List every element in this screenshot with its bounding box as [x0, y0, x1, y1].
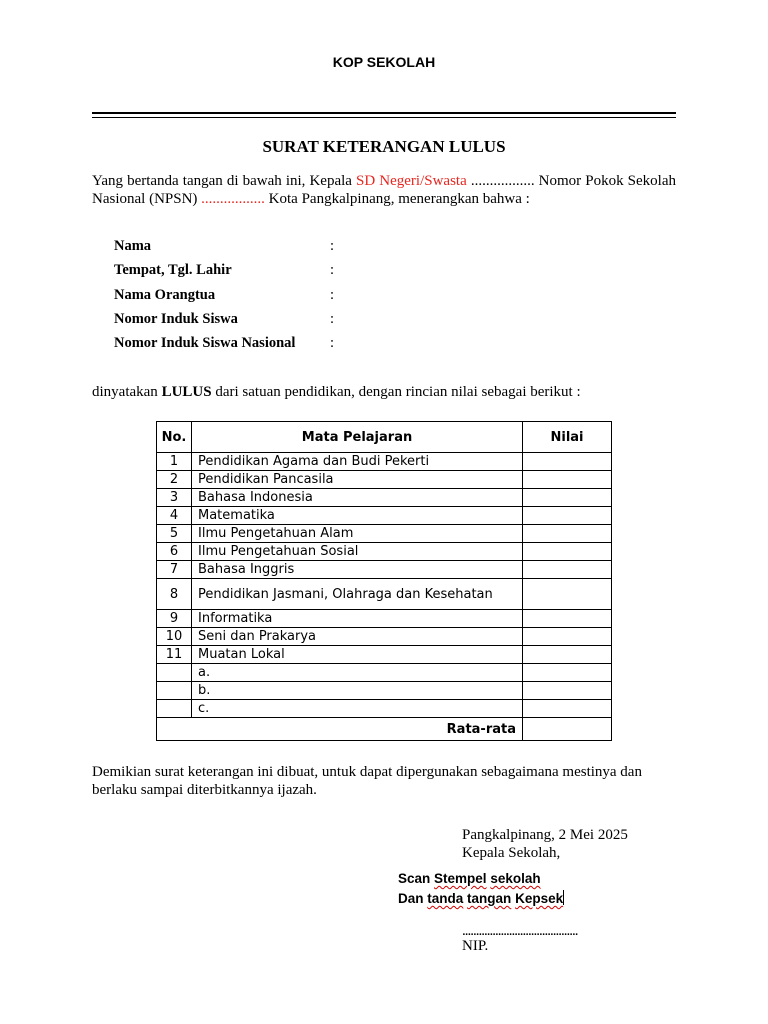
- row-no: [157, 664, 192, 682]
- row-no: [157, 682, 192, 700]
- row-no: 3: [157, 489, 192, 507]
- row-subject: Pendidikan Jasmani, Olahraga dan Kesehatan: [192, 579, 523, 610]
- statement-text-2: dari satuan pendidikan, dengan rincian nilai sebagai berikut :: [211, 384, 581, 400]
- row-subject: Ilmu Pengetahuan Alam: [192, 525, 523, 543]
- spellcheck-word: Stempel: [434, 871, 487, 886]
- row-score[interactable]: [523, 507, 612, 525]
- row-subject: Ilmu Pengetahuan Sosial: [192, 543, 523, 561]
- intro-paragraph: [92, 172, 676, 208]
- identity-colon: :: [330, 311, 335, 327]
- table-row: [157, 682, 612, 700]
- row-subject: Informatika: [192, 610, 523, 628]
- row-subject: Bahasa Inggris: [192, 561, 523, 579]
- row-score[interactable]: [523, 664, 612, 682]
- row-score[interactable]: [523, 646, 612, 664]
- table-row: [157, 561, 612, 579]
- closing-paragraph: Demikian surat keterangan ini dibuat, untuk dapat dipergunakan sebagaimana mestinya dan berlaku sampai diterbitkannya ijazah.: [92, 764, 642, 798]
- identity-label-name: Nama: [114, 238, 152, 254]
- grades-table: [156, 421, 612, 741]
- identity-label-nisn: Nomor Induk Siswa Nasional: [114, 335, 296, 351]
- row-no: 8: [157, 579, 192, 610]
- stamp-placeholder-line1: [398, 871, 541, 886]
- average-score[interactable]: [523, 718, 612, 741]
- row-no: [157, 700, 192, 718]
- signer-position: Kepala Sekolah,: [462, 845, 561, 861]
- row-score[interactable]: [523, 453, 612, 471]
- row-no: 9: [157, 610, 192, 628]
- header-subject: Mata Pelajaran: [192, 422, 523, 453]
- statement-paragraph: [92, 384, 581, 401]
- school-name-blank: .................: [466, 173, 535, 189]
- identity-label-nis: Nomor Induk Siswa: [114, 311, 238, 327]
- header-rule-thin: [92, 117, 676, 118]
- table-row: [157, 610, 612, 628]
- header-rule-thick: [92, 112, 676, 114]
- place-date: Pangkalpinang, 2 Mei 2025: [462, 827, 628, 843]
- signer-name-blank: ..........................................: [462, 923, 578, 939]
- scan-word: Scan: [398, 871, 435, 886]
- row-subject: c.: [192, 700, 523, 718]
- row-subject: a.: [192, 664, 523, 682]
- row-score[interactable]: [523, 610, 612, 628]
- table-row: [157, 489, 612, 507]
- row-subject: Bahasa Indonesia: [192, 489, 523, 507]
- table-row: [157, 471, 612, 489]
- table-row: [157, 646, 612, 664]
- row-subject: b.: [192, 682, 523, 700]
- average-row: [157, 718, 612, 741]
- dan-word: Dan: [398, 891, 428, 906]
- header-no: No.: [157, 422, 192, 453]
- document-title: SURAT KETERANGAN LULUS: [262, 137, 506, 156]
- statement-text-1: dinyatakan: [92, 384, 162, 400]
- stamp-placeholder-line2: [398, 890, 564, 906]
- table-row: [157, 507, 612, 525]
- row-no: 11: [157, 646, 192, 664]
- average-label: Rata-rata: [157, 718, 523, 741]
- row-score[interactable]: [523, 682, 612, 700]
- row-no: 7: [157, 561, 192, 579]
- row-score[interactable]: [523, 489, 612, 507]
- identity-colon: :: [330, 262, 335, 278]
- row-score[interactable]: [523, 561, 612, 579]
- row-no: 1: [157, 453, 192, 471]
- spellcheck-word: Kepsek: [515, 891, 564, 906]
- table-row: [157, 453, 612, 471]
- row-score[interactable]: [523, 543, 612, 561]
- spellcheck-word: sekolah: [490, 871, 541, 886]
- letterhead-placeholder: KOP SEKOLAH: [332, 54, 436, 70]
- statement-lulus: LULUS: [161, 384, 212, 400]
- header-score: Nilai: [523, 422, 612, 453]
- row-score[interactable]: [523, 628, 612, 646]
- row-subject: Muatan Lokal: [192, 646, 523, 664]
- row-subject: Pendidikan Pancasila: [192, 471, 523, 489]
- npsn-blank: .................: [201, 191, 265, 207]
- row-score[interactable]: [523, 579, 612, 610]
- identity-colon: :: [330, 335, 335, 351]
- row-subject: Pendidikan Agama dan Budi Pekerti: [192, 453, 523, 471]
- row-score[interactable]: [523, 471, 612, 489]
- identity-label-birth: Tempat, Tgl. Lahir: [114, 262, 232, 278]
- row-score[interactable]: [523, 700, 612, 718]
- table-row: [157, 579, 612, 610]
- row-subject: Matematika: [192, 507, 523, 525]
- intro-text-2: Nomor Pokok Sekolah Nasional (NPSN): [92, 173, 676, 207]
- row-no: 6: [157, 543, 192, 561]
- table-row: [157, 525, 612, 543]
- spellcheck-word: tanda: [427, 891, 464, 906]
- table-row: [157, 700, 612, 718]
- row-no: 4: [157, 507, 192, 525]
- identity-colon: :: [330, 287, 335, 303]
- intro-text-1: Yang bertanda tangan di bawah ini, Kepala: [92, 173, 357, 189]
- text-cursor: [563, 890, 564, 905]
- row-subject: Seni dan Prakarya: [192, 628, 523, 646]
- row-score[interactable]: [523, 525, 612, 543]
- row-no: 10: [157, 628, 192, 646]
- table-row: [157, 664, 612, 682]
- table-row: [157, 628, 612, 646]
- spellcheck-word: tangan: [467, 891, 512, 906]
- intro-text-3: Kota Pangkalpinang, menerangkan bahwa :: [264, 191, 530, 207]
- identity-colon: :: [330, 238, 335, 254]
- school-type-field: SD Negeri/Swasta: [356, 173, 467, 189]
- nip-label: NIP.: [462, 938, 489, 954]
- identity-label-parent: Nama Orangtua: [114, 287, 216, 303]
- table-row: [157, 543, 612, 561]
- row-no: 5: [157, 525, 192, 543]
- row-no: 2: [157, 471, 192, 489]
